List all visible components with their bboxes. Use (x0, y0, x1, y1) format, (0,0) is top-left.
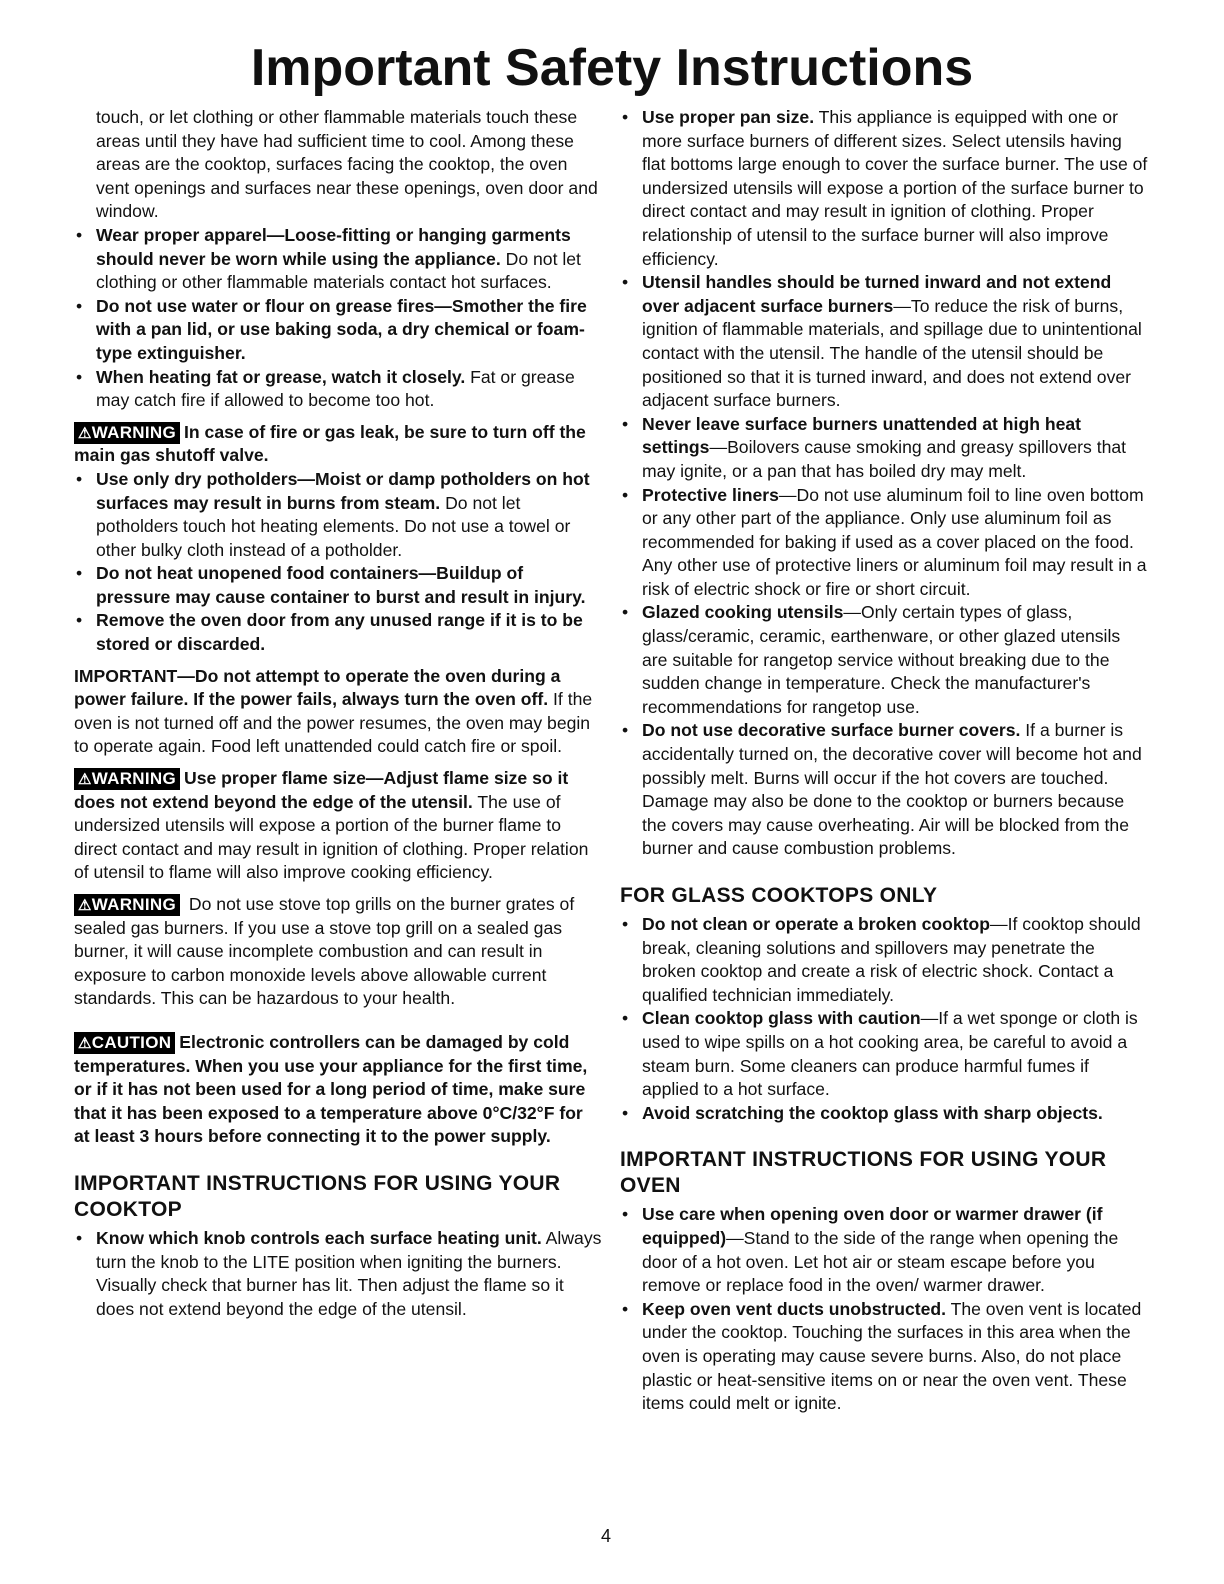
list-item: • When heating fat or grease, watch it closely. Fat or grease may catch fire if allowed to become too hot. (74, 366, 602, 413)
list-item: • Glazed cooking utensils—Only certain types of glass, glass/ceramic, ceramic, earthenware, or other glazed utensils are suitable for rangetop service without breaking due to the sudden change in temperature. Check the manufacturer's recommendations for rangetop use. (620, 601, 1148, 719)
important-power-failure: IMPORTANT—Do not attempt to operate the oven during a power failure. If the power fails, always turn the oven off. If the oven is not turned off and the power resumes, the oven may begin to operate again. Food left unattended could catch fire or spoil. (74, 665, 593, 757)
warning-triangle-icon: ⚠ (78, 1034, 92, 1052)
list-item: • Do not use water or flour on grease fires—Smother the fire with a pan lid, or use baking soda, a dry chemical or foam-type extinguisher. (74, 295, 602, 366)
warning-label: ⚠WARNING (74, 422, 180, 444)
left-column (74, 106, 602, 1321)
list-item: • Keep oven vent ducts unobstructed. The oven vent is located under the cooktop. Touching the surfaces in this area when the oven is operating may cause severe burns. Also, do not place plastic or heat-sensitive items on or near the oven vent. These items could melt or ignite. (620, 1298, 1148, 1416)
page-title: Important Safety Instructions (250, 39, 974, 97)
list-item: • Clean cooktop glass with caution—If a wet sponge or cloth is used to wipe spills on a hot cooking area, be careful to avoid a steam burn. Some cleaners can produce harmful fumes if applied to a hot surface. (620, 1007, 1148, 1101)
apparel-list (74, 224, 602, 413)
intro-paragraph: touch, or let clothing or other flammable materials touch these areas until they have had sufficient time to cool. Among these areas are the cooktop, surfaces facing the cooktop, the oven vent openings and surfaces near these openings, oven door and window. (96, 107, 598, 222)
pan-list (620, 106, 1148, 861)
list-item: • Never leave surface burners unattended at high heat settings—Boilovers cause smoking and greasy spillovers that may ignite, or a pan that has boiled dry may melt. (620, 413, 1148, 484)
section-heading-cooktop: IMPORTANT INSTRUCTIONS FOR USING YOUR COOKTOP (74, 1171, 561, 1221)
section-heading-oven: IMPORTANT INSTRUCTIONS FOR USING YOUR OVEN (620, 1148, 1107, 1198)
list-item: • Do not use decorative surface burner covers. If a burner is accidentally turned on, the decorative cover will become hot and possibly melt. Burns will occur if the hot covers are touched. Damage may also be done to the cooktop or burners because the covers may cause overheating. Air will be blocked from the burner and cause combustion problems. (620, 719, 1148, 861)
caution-controllers: ⚠CAUTION Electronic controllers can be damaged by cold temperatures. When you use your appliance for the first time, or if it has not been used for a long period of time, make sure that it has been exposed to a temperature above 0°C/32°F for at least 3 hours before connecting it to the power supply. (74, 1031, 588, 1147)
cooktop-list (74, 1227, 602, 1321)
page-number: 4 (600, 1526, 611, 1546)
section-heading-glass: FOR GLASS COOKTOPS ONLY (620, 884, 938, 907)
list-item: • Protective liners—Do not use aluminum foil to line oven bottom or any other part of the appliance. Only use aluminum foil as recommended for baking if used as a cover placed on the food. Any other use of protective liners or aluminum foil may result in a risk of electric shock or fire or short circuit. (620, 484, 1148, 602)
list-item: • Wear proper apparel—Loose-fitting or hanging garments should never be worn while using the appliance. Do not let clothing or other flammable materials contact hot surfaces. (74, 224, 602, 295)
warning-label: ⚠WARNING (74, 768, 180, 790)
list-item: • Use care when opening oven door or warmer drawer (if equipped)—Stand to the side of the range when opening the door of a hot oven. Let hot air or steam escape before you remove or replace food in the oven/ warmer drawer. (620, 1203, 1148, 1297)
list-item: • Avoid scratching the cooktop glass with sharp objects. (620, 1102, 1148, 1126)
glass-list (620, 913, 1148, 1125)
list-item: • Use only dry potholders—Moist or damp potholders on hot surfaces may result in burns from steam. Do not let potholders touch hot heating elements. Do not use a towel or other bulky cloth instead of a potholder. (74, 468, 602, 562)
potholder-list (74, 468, 602, 657)
right-column (620, 106, 1148, 1416)
warning-triangle-icon: ⚠ (78, 771, 92, 789)
list-item: • Remove the oven door from any unused range if it is to be stored or discarded. (74, 609, 602, 656)
warning-fire: ⚠WARNING In case of fire or gas leak, be sure to turn off the main gas shutoff valve. (74, 421, 586, 466)
caution-label: ⚠CAUTION (74, 1032, 175, 1054)
warning-triangle-icon: ⚠ (78, 897, 92, 914)
oven-list (620, 1203, 1148, 1415)
warning-grills: ⚠WARNING Do not use stove top grills on the burner grates of sealed gas burners. If you use a stove top grill on a sealed gas burner, it will cause incomplete combustion and can result in exposure to carbon monoxide levels above allowable current standards. This can be hazardous to your health. (74, 894, 575, 1009)
list-item: • Do not clean or operate a broken cooktop—If cooktop should break, cleaning solutions and spillovers may penetrate the broken cooktop and create a risk of electric shock. Contact a qualified technician immediately. (620, 913, 1148, 1007)
list-item: • Know which knob controls each surface heating unit. Always turn the knob to the LITE position when igniting the burners. Visually check that burner has lit. Then adjust the flame so it does not extend beyond the edge of the utensil. (74, 1227, 602, 1321)
list-item: • Use proper pan size. This appliance is equipped with one or more surface burners of different sizes. Select utensils having flat bottoms large enough to cover the surface burner. The use of undersized utensils will expose a portion of the surface burner to direct contact and may result in ignition of clothing. Proper relationship of utensil to the surface burner will also improve efficiency. (620, 106, 1148, 271)
warning-flame: ⚠WARNING Use proper flame size—Adjust flame size so it does not extend beyond the edge of the utensil. The use of undersized utensils will expose a portion of the burner flame to direct contact and may result in ignition of clothing. Proper relation of utensil to flame will also improve cooking efficiency. (74, 768, 589, 883)
list-item: • Do not heat unopened food containers—Buildup of pressure may cause container to burst and result in injury. (74, 562, 602, 609)
warning-triangle-icon: ⚠ (78, 424, 92, 442)
warning-label: ⚠WARNING (74, 894, 180, 916)
list-item: • Utensil handles should be turned inward and not extend over adjacent surface burners—To reduce the risk of burns, ignition of flammable materials, and spillage due to unintentional contact with the utensil. The handle of the utensil should be positioned so that it is turned inward, and does not extend over adjacent surface burners. (620, 271, 1148, 413)
